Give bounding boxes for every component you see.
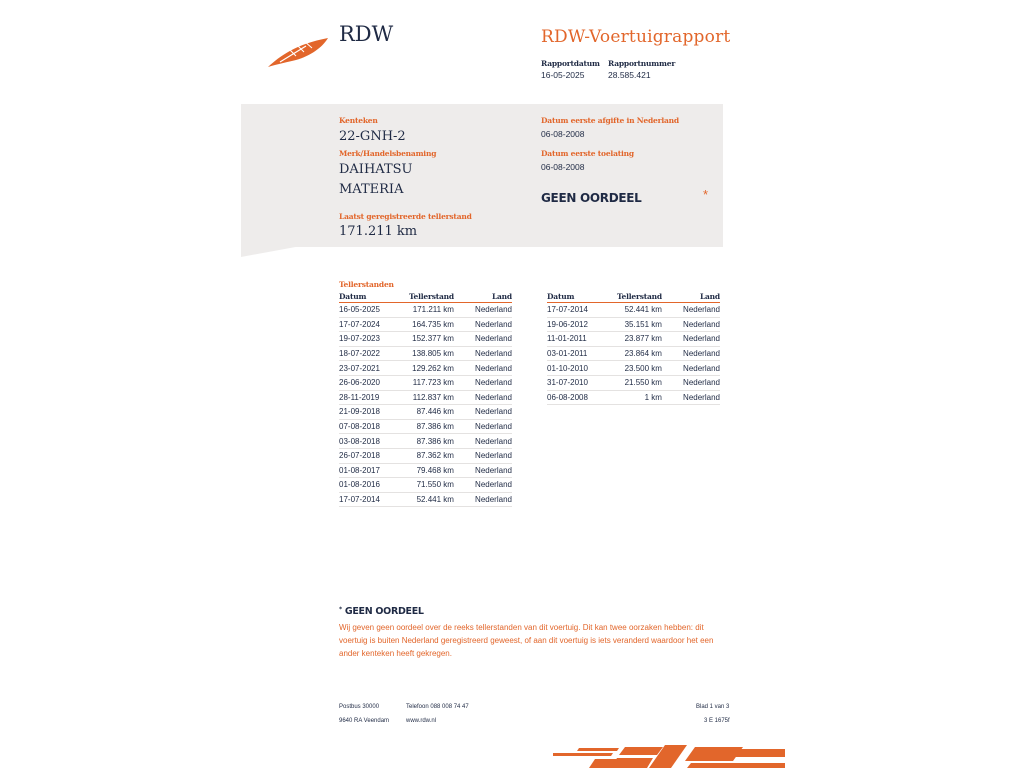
reading-date: 23-07-2021 (339, 361, 409, 376)
reading-date: 06-08-2008 (547, 390, 617, 405)
table-row (547, 390, 720, 405)
table-row (547, 346, 720, 361)
reading-value: 52.441 km (617, 303, 662, 318)
reading-country: Nederland (454, 375, 512, 390)
reading-value: 52.441 km (409, 492, 454, 507)
reading-value: 23.864 km (617, 346, 662, 361)
table-row (339, 405, 512, 420)
rdw-stripes-icon (553, 745, 785, 768)
footnote-line: ander kenteken heeft gekregen. (339, 649, 452, 658)
reading-value: 79.468 km (409, 463, 454, 478)
odometer-value: 171.211 km (339, 224, 418, 239)
col-country-header: Land (662, 292, 720, 303)
reading-date: 26-07-2018 (339, 448, 409, 463)
reading-date: 17-07-2014 (547, 303, 617, 318)
reading-value: 1 km (617, 390, 662, 405)
table-row (339, 375, 512, 390)
table-row (547, 375, 720, 390)
footer-page-number: Blad 1 van 3 (696, 704, 730, 710)
reading-date: 11-01-2011 (547, 332, 617, 347)
reading-country: Nederland (662, 361, 720, 376)
rdw-feather-logo-icon (266, 34, 330, 68)
table-row (339, 346, 512, 361)
footer-postbus: Postbus 30000 (339, 704, 380, 710)
reading-country: Nederland (454, 390, 512, 405)
reading-country: Nederland (454, 303, 512, 318)
col-country-header: Land (454, 292, 512, 303)
table-row (339, 478, 512, 493)
reading-date: 26-06-2020 (339, 375, 409, 390)
vehicle-summary-panel (241, 104, 723, 247)
reading-date: 19-06-2012 (547, 317, 617, 332)
reading-country: Nederland (454, 434, 512, 449)
first-admission-date: 06-08-2008 (541, 162, 585, 172)
reading-value: 71.550 km (409, 478, 454, 493)
reading-value: 112.837 km (409, 390, 454, 405)
reading-date: 18-07-2022 (339, 346, 409, 361)
col-reading-header: Tellerstand (617, 292, 662, 301)
footnote-line: voertuig is buiten Nederland geregistreerd geweest, of aan dit voertuig is iets veranderd waardoor het een (339, 636, 714, 645)
table-row (339, 434, 512, 449)
reading-date: 17-07-2024 (339, 317, 409, 332)
make-label: Merk/Handelsbenaming (339, 149, 437, 158)
reading-date: 03-01-2011 (547, 346, 617, 361)
first-issue-nl-label: Datum eerste afgifte in Nederland (541, 116, 679, 125)
reading-date: 03-08-2018 (339, 434, 409, 449)
table-row (339, 303, 512, 318)
reading-value: 21.550 km (617, 375, 662, 390)
reading-value: 35.151 km (617, 317, 662, 332)
report-number: 28.585.421 (608, 70, 651, 80)
table-row (339, 492, 512, 507)
reading-value: 138.805 km (409, 346, 454, 361)
reading-date: 31-07-2010 (547, 375, 617, 390)
table-row (339, 448, 512, 463)
reading-country: Nederland (662, 390, 720, 405)
vehicle-model: MATERIA (339, 182, 404, 197)
table-row (339, 419, 512, 434)
reading-country: Nederland (454, 478, 512, 493)
reading-date: 07-08-2018 (339, 419, 409, 434)
vehicle-make: DAIHATSU (339, 162, 413, 177)
reading-date: 21-09-2018 (339, 405, 409, 420)
reading-country: Nederland (454, 332, 512, 347)
reading-value: 129.262 km (409, 361, 454, 376)
readings-section-label: Tellerstanden (339, 280, 394, 289)
table-row (339, 332, 512, 347)
table-header-row (339, 292, 512, 303)
footnote-title-text: GEEN OORDEEL (344, 606, 424, 617)
reading-country: Nederland (454, 317, 512, 332)
footer-website[interactable]: www.rdw.nl (406, 718, 437, 724)
panel-tail (241, 246, 301, 257)
reading-value: 23.500 km (617, 361, 662, 376)
reading-value: 23.877 km (617, 332, 662, 347)
first-issue-nl-date: 06-08-2008 (541, 129, 585, 139)
readings-table-left (339, 292, 512, 507)
verdict-asterisk: * (703, 187, 709, 202)
table-row (547, 303, 720, 318)
license-plate: 22-GNH-2 (339, 129, 406, 144)
odometer-label: Laatst geregistreerde tellerstand (339, 212, 472, 221)
reading-country: Nederland (454, 405, 512, 420)
reading-date: 28-11-2019 (339, 390, 409, 405)
table-row (339, 317, 512, 332)
footer-document-code: 3 E 1675f (704, 718, 730, 724)
odometer-verdict: GEEN OORDEEL (541, 191, 642, 205)
reading-country: Nederland (454, 346, 512, 361)
reading-country: Nederland (662, 303, 720, 318)
footnote-title (339, 606, 424, 617)
reading-value: 87.386 km (409, 434, 454, 449)
reading-country: Nederland (662, 332, 720, 347)
reading-date: 01-08-2016 (339, 478, 409, 493)
reading-date: 17-07-2014 (339, 492, 409, 507)
report-date-label: Rapportdatum (541, 59, 600, 68)
reading-value: 87.362 km (409, 448, 454, 463)
reading-date: 01-08-2017 (339, 463, 409, 478)
reading-country: Nederland (454, 463, 512, 478)
footer-city: 9640 RA Veendam (339, 718, 390, 724)
reading-value: 87.386 km (409, 419, 454, 434)
footnote-text (339, 621, 731, 660)
reading-country: Nederland (454, 448, 512, 463)
footnote-asterisk: * (339, 606, 342, 613)
readings-table-right (547, 292, 720, 405)
col-date-header: Datum (339, 292, 409, 303)
reading-date: 01-10-2010 (547, 361, 617, 376)
col-reading-header: Tellerstand (409, 292, 454, 301)
report-date: 16-05-2025 (541, 70, 585, 80)
report-number-label: Rapportnummer (608, 59, 676, 68)
plate-label: Kenteken (339, 116, 378, 125)
table-header-row (547, 292, 720, 303)
reading-value: 164.735 km (409, 317, 454, 332)
reading-value: 117.723 km (409, 375, 454, 390)
reading-country: Nederland (662, 317, 720, 332)
reading-value: 87.446 km (409, 405, 454, 420)
footer-phone: Telefoon 088 008 74 47 (406, 704, 469, 710)
table-row (339, 361, 512, 376)
brand-name: RDW (339, 22, 394, 46)
reading-date: 16-05-2025 (339, 303, 409, 318)
table-row (547, 332, 720, 347)
table-row (547, 361, 720, 376)
reading-date: 19-07-2023 (339, 332, 409, 347)
reading-country: Nederland (454, 419, 512, 434)
reading-country: Nederland (662, 346, 720, 361)
table-row (547, 317, 720, 332)
reading-value: 152.377 km (409, 332, 454, 347)
footnote-line: Wij geven geen oordeel over de reeks tellerstanden van dit voertuig. Dit kan twee oorzaken hebben: dit (339, 623, 704, 632)
report-title: RDW-Voertuigrapport (541, 27, 731, 47)
col-date-header: Datum (547, 292, 617, 303)
table-row (339, 463, 512, 478)
reading-value: 171.211 km (409, 303, 454, 318)
table-row (339, 390, 512, 405)
first-admission-label: Datum eerste toelating (541, 149, 634, 158)
reading-country: Nederland (662, 375, 720, 390)
reading-country: Nederland (454, 492, 512, 507)
reading-country: Nederland (454, 361, 512, 376)
